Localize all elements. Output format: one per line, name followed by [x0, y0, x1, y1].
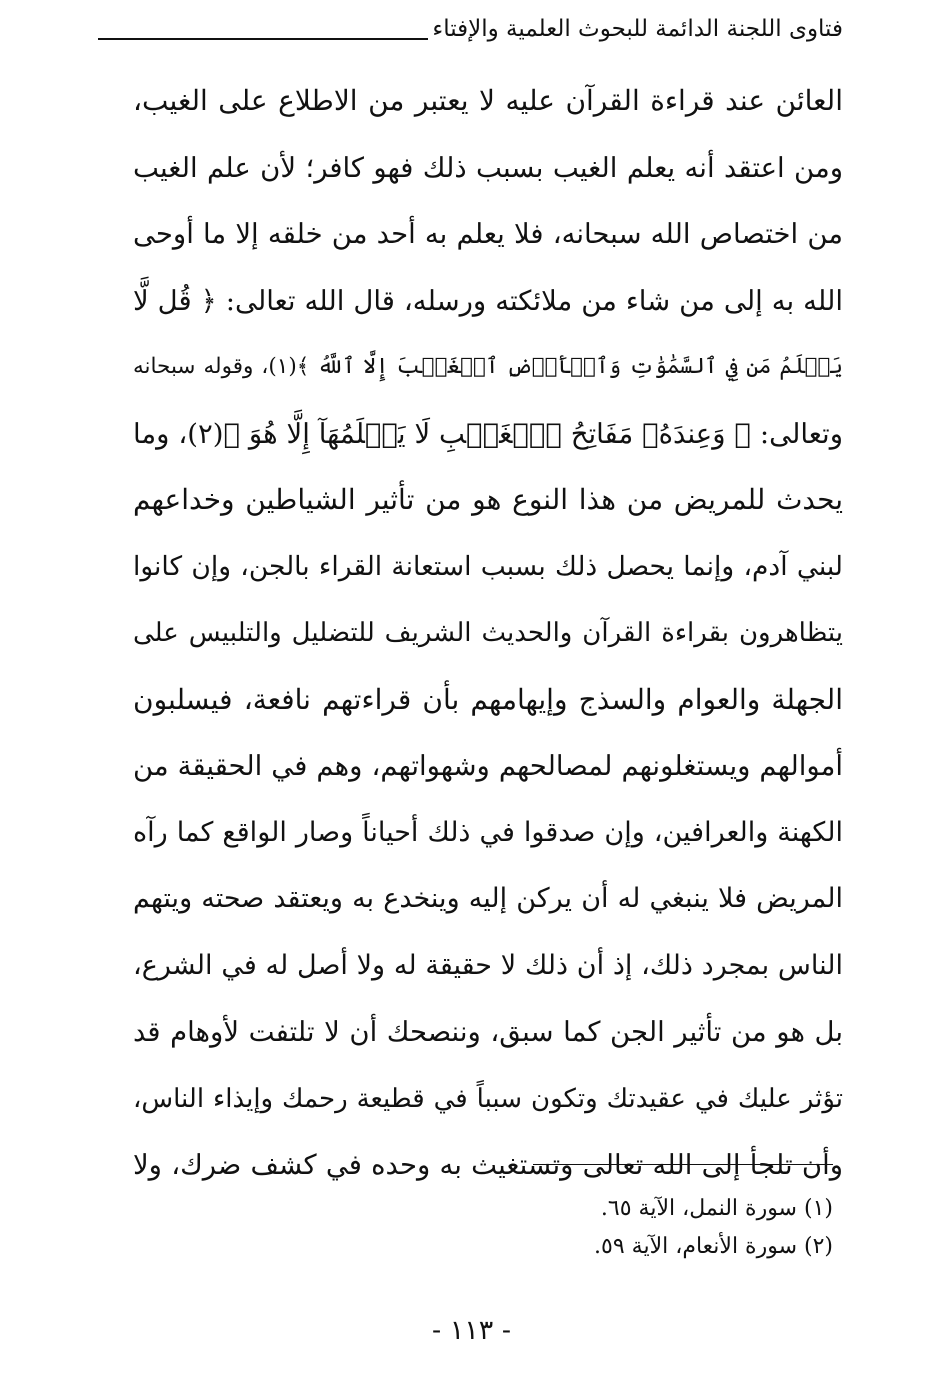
body-line: بل هو من تأثير الجن كما سبق، وننصحك أن لا تلتفت لأوهام قد — [133, 1016, 843, 1048]
footnote-item: (١) سورة النمل، الآية ٦٥. — [600, 1196, 833, 1221]
body-line: المريض فلا ينبغي له أن يركن إليه وينخدع به ويعتقد صحته ويتهم — [133, 883, 843, 914]
body-line: من اختصاص الله سبحانه، فلا يعلم به أحد من خلقه إلا ما أوحى — [133, 218, 843, 250]
body-line: الجهلة والعوام والسذج وإيهامهم بأن قراءتهم نافعة، فيسلبون — [133, 682, 843, 716]
page-number: - ١١٣ - — [432, 1315, 511, 1346]
body-line: تؤثر عليك في عقيدتك وتكون سبباً في قطيعة رحمك وإيذاء الناس، — [133, 1083, 843, 1114]
body-line: الله به إلى من شاء من ملائكته ورسله، قال الله تعالى: ﴿ قُل لَّا — [133, 284, 843, 317]
footnote-separator — [533, 1164, 833, 1165]
body-line: العائن عند قراءة القرآن عليه لا يعتبر من الاطلاع على الغيب، — [133, 84, 843, 117]
footnotes — [333, 1190, 833, 1266]
running-header — [98, 14, 843, 54]
header-title: فتاوى اللجنة الدائمة للبحوث العلمية والإفتاء — [432, 16, 843, 42]
header-rule — [98, 38, 428, 40]
body-line: لبني آدم، وإنما يحصل ذلك بسبب استعانة القراء بالجن، وإن كانوا — [133, 550, 843, 582]
body-line: أموالهم ويستغلونهم لمصالحهم وشهواتهم، وهم في الحقيقة من — [133, 750, 843, 782]
body-line: وتعالى: ﴿ وَعِندَهُۥ مَفَاتِحُ ٱلۡغَيۡبِ لَا يَعۡلَمُهَآ إِلَّا هُوَ ﴾(٢)، وما — [133, 417, 843, 450]
body-line: ومن اعتقد أنه يعلم الغيب بسبب ذلك فهو كافر؛ لأن علم الغيب — [133, 151, 843, 184]
body-line: يَعۡلَمُ مَن فِي ٱلسَّمَٰوَٰتِ وَٱلۡأَرۡضِ ٱلۡغَيۡبَ إِلَّا ٱللَّهُ ﴾(١)، وقوله سبحانه — [133, 354, 843, 379]
body-text — [133, 68, 843, 1199]
footnote-item: (٢) سورة الأنعام، الآية ٥٩. — [594, 1234, 833, 1259]
body-line: الكهنة والعرافين، وإن صدقوا في ذلك أحياناً وصار الواقع كما رآه — [133, 816, 843, 848]
body-line: وأن تلجأ إلى الله تعالى وتستغيث به وحده في كشف ضرك، ولا — [133, 1149, 843, 1181]
body-line: الناس بمجرد ذلك، إذ أن ذلك لا حقيقة له ولا أصل له في الشرع، — [133, 949, 843, 981]
body-line: يتظاهرون بقراءة القرآن والحديث الشريف للتضليل والتلبيس على — [133, 618, 843, 648]
body-line: يحدث للمريض من هذا النوع هو من تأثير الشياطين وخداعهم — [133, 483, 843, 516]
